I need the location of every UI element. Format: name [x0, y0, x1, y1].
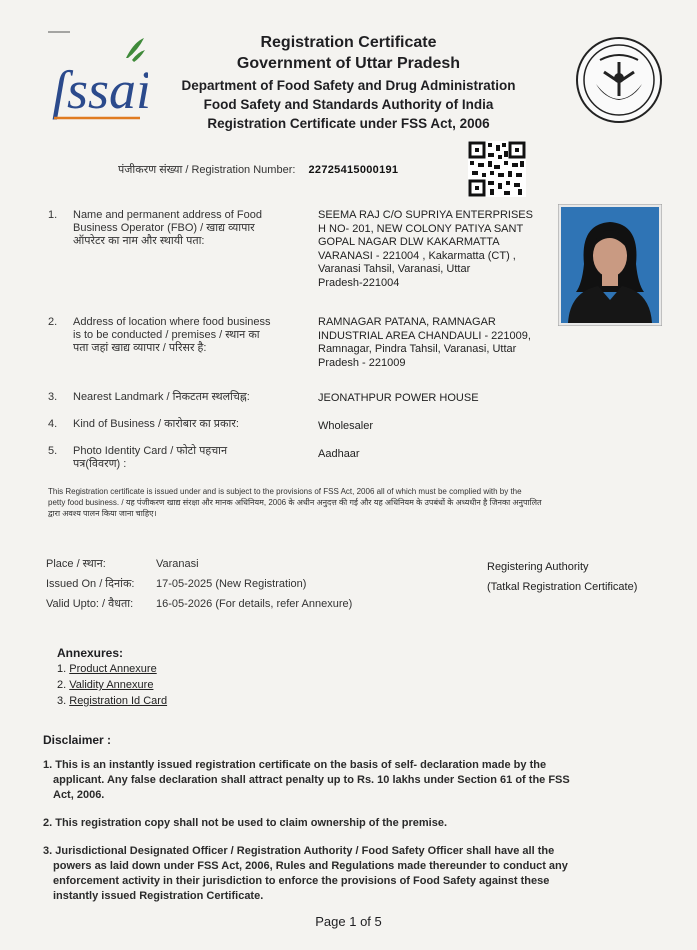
product-annexure-link[interactable]: Product Annexure [69, 663, 157, 675]
disclaimer-point-1 [43, 758, 663, 803]
fssai-logo-text: ſssai [52, 60, 148, 120]
item-value-photo-id: Aadhaar [318, 448, 360, 460]
item-number: 5. [48, 445, 58, 457]
note-line: This Registration certificate is issued under and is subject to the provisions of FSS Act, 2006 all of which must be complied with by the [48, 487, 522, 496]
item-number: 3. [48, 391, 58, 403]
registering-authority [487, 557, 637, 597]
page-number: Page 1 of 5 [315, 914, 382, 929]
up-government-emblem [574, 36, 664, 124]
disclaimer-point-2 [43, 816, 663, 831]
item-number: 4. [48, 418, 58, 430]
annexure-num: 3. [57, 695, 67, 707]
label-line: ऑपरेटर का नाम और स्थायी पता: [73, 235, 205, 247]
disclaimer-line: applicant. Any false declaration shall attract penalty up to Rs. 10 lakhs under Section 61 of the FSS [53, 774, 570, 786]
value-line: Ramnagar, Pindra Tahsil, Varanasi, Uttar [318, 343, 517, 355]
issued-on-label: Issued On / दिनांक: [46, 578, 135, 590]
header-line-2: Government of Uttar Pradesh [236, 55, 461, 72]
disclaimer-line: instantly issued Registration Certificate. [53, 890, 264, 902]
label-line: Business Operator (FBO) / खाद्य व्यापार [73, 222, 255, 234]
authority-subtitle: (Tatkal Registration Certificate) [487, 581, 638, 593]
value-line: INDUSTRIAL AREA CHANDAULI - 221009, [318, 329, 531, 342]
annexures-heading: Annexures: [57, 646, 124, 660]
item-number: 1. [48, 209, 58, 221]
disclaimer-line: 3. Jurisdictional Designated Officer / Registration Authority / Food Safety Officer shall have all the [43, 845, 555, 857]
value-line: H NO- 201, NEW COLONY PATIYA SANT [318, 222, 524, 235]
item-label-photo-id [73, 445, 308, 471]
item-value-premises-address [318, 316, 558, 370]
value-line: Pradesh-221004 [318, 276, 400, 289]
annexure-num: 1. [57, 663, 67, 675]
fbo-photo [558, 204, 662, 326]
value-line: GOPAL NAGAR DLW KAKARMATTA [318, 236, 500, 248]
note-line: petty food business. / यह पंजीकरण खाद्य संरक्षा और मानक अधिनियम, 2006 के अधीन अनुदत्त की गई और यह अधिनियम के उपबंधों के अध्यधीन है जिनका अनुपालित [48, 498, 542, 507]
item-value-landmark: JEONATHPUR POWER HOUSE [318, 392, 479, 404]
item-label-landmark: Nearest Landmark / निकटतम स्थलचिह्न: [73, 391, 250, 403]
disclaimer-point-3 [43, 844, 663, 904]
disclaimer-line: powers as laid down under FSS Act, 2006, Rules and Regulations made thereunder to conduct any [53, 860, 568, 872]
registration-id-card-link[interactable]: Registration Id Card [69, 695, 168, 707]
authority-title: Registering Authority [487, 561, 589, 573]
label-line: Address of location where food business [73, 316, 271, 328]
value-line: RAMNAGAR PATANA, RAMNAGAR [318, 316, 496, 328]
annexures-list [57, 661, 167, 709]
place-label: Place / स्थान: [46, 558, 106, 570]
issued-on-value: 17-05-2025 (New Registration) [156, 578, 307, 590]
place-value: Varanasi [156, 558, 199, 570]
valid-upto-value: 16-05-2026 (For details, refer Annexure) [156, 598, 353, 610]
header-line-5: Registration Certificate under FSS Act, 2006 [207, 116, 490, 131]
value-line: SEEMA RAJ C/O SUPRIYA ENTERPRISES [318, 209, 533, 221]
value-line: Varanasi Tahsil, Varanasi, Uttar [318, 263, 471, 275]
annexure-item [57, 677, 167, 693]
valid-upto-label: Valid Upto: / वैधता: [46, 598, 134, 610]
item-label-kind-of-business: Kind of Business / कारोबार का प्रकार: [73, 418, 239, 430]
registration-number-label: पंजीकरण संख्या / Registration Number: [118, 164, 296, 176]
label-line: Photo Identity Card / फोटो पहचान [73, 445, 228, 457]
annexure-item [57, 661, 167, 677]
registration-number: 22725415000191 [308, 164, 399, 176]
label-line: Name and permanent address of Food [73, 209, 262, 221]
validity-annexure-link[interactable]: Validity Annexure [69, 679, 154, 691]
qr-code [468, 141, 526, 197]
registration-number-row [118, 162, 398, 177]
legal-note [48, 486, 668, 519]
item-value-kind-of-business: Wholesaler [318, 420, 374, 432]
annexure-item [57, 693, 167, 709]
label-line: पत्र(विवरण) : [73, 458, 127, 470]
disclaimer-heading: Disclaimer : [43, 733, 112, 747]
item-value-fbo-address [318, 209, 553, 290]
label-line: is to be conducted / premises / स्थान का [73, 329, 260, 341]
disclaimer-line: 2. This registration copy shall not be used to claim ownership of the premise. [43, 817, 448, 829]
disclaimer-line: enforcement activity in their jurisdiction to enforce the provisions of Food Safety against these [53, 875, 550, 887]
label-line: पता जहां खाद्य व्यापार / परिसर है: [73, 342, 207, 354]
header-line-4: Food Safety and Standards Authority of India [203, 97, 494, 112]
value-line: VARANASI - 221004 , Kakarmatta (CT) , [318, 249, 516, 262]
header-line-1: Registration Certificate [260, 34, 437, 51]
meta-values [156, 554, 352, 614]
item-label-fbo [73, 209, 303, 248]
item-label-premises [73, 316, 308, 355]
disclaimer-line: 1. This is an instantly issued registration certificate on the basis of self- declaration made by the [43, 759, 547, 771]
header-line-3: Department of Food Safety and Drug Administration [181, 78, 516, 93]
meta-labels [46, 554, 134, 614]
note-line: द्वारा अवश्य पालन किया जाना चाहिए। [48, 509, 157, 518]
item-number: 2. [48, 316, 58, 328]
value-line: Pradesh - 221009 [318, 356, 406, 369]
annexure-num: 2. [57, 679, 67, 691]
disclaimer-line: Act, 2006. [53, 789, 105, 801]
